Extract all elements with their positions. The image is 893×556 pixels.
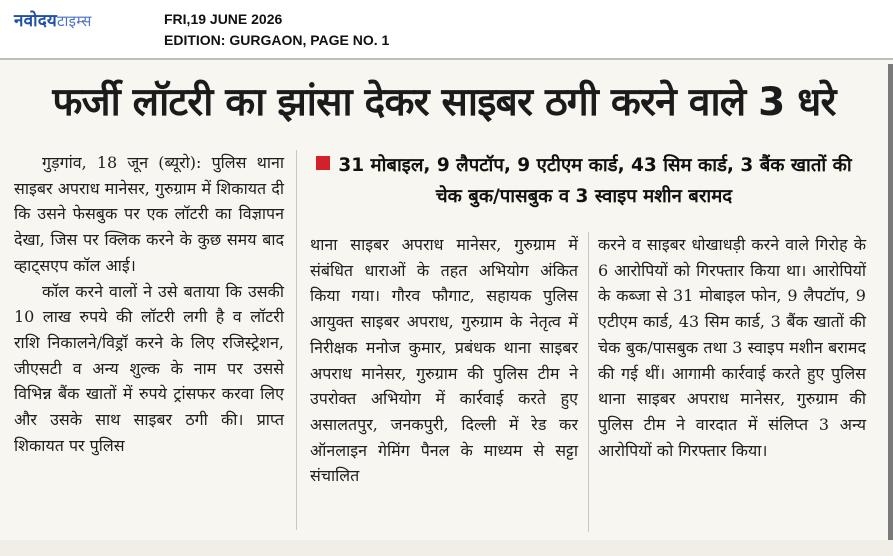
edition-info	[164, 9, 389, 51]
page-edge	[888, 64, 893, 556]
article-headline: फर्जी लॉटरी का झांसा देकर साइबर ठगी करने वाले 3 धरे	[52, 80, 836, 125]
article-column-2	[310, 232, 578, 489]
publication-logo	[14, 8, 92, 31]
paragraph: कॉल करने वालों ने उसे बताया कि उसकी 10 लाख रुपये की लॉटरी लगी है व लॉटरी राशि निकालने/विड्रॉ करने के लिए रजिस्ट्रेशन, जीएसटी व अन्य शुल्क के नाम पर उससे विभिन्न बैंक खातों में रुपये ट्रांसफर करवा लिए और उसके साथ साइबर ठगी की। प्राप्त शिकायत पर पुलिस	[14, 281, 284, 455]
paragraph: करने व साइबर धोखाधड़ी करने वाले गिरोह के 6 आरोपियों को गिरफ्तार किया था। आरोपियों के कब्जा से 31 मोबाइल फोन, 9 लैपटॉप, 9 एटीएम कार्ड, 43 सिम कार्ड, 3 बैंक खातों की चेक बुक/पासबुक तथा 3 स्वाइप मशीन बरामद की गई थीं। आगामी कार्रवाई करते हुए पुलिस थाना साइबर अपराध मानेसर, गुरुग्राम की पुलिस टीम ने वारदात में संलिप्त 3 अन्य आरोपियों को गिरफ्तार किया।	[598, 235, 866, 460]
article-column-1	[14, 150, 284, 458]
publication-name-sub: टाइम्स	[56, 12, 92, 30]
publication-name: नवोदय	[14, 11, 57, 31]
page-bottom-strip	[0, 540, 893, 556]
article-column-3	[598, 232, 866, 463]
column-divider	[588, 232, 589, 532]
column-divider	[296, 150, 297, 530]
edition-page: EDITION: GURGAON, PAGE NO. 1	[164, 32, 390, 48]
bullet-square-icon	[316, 156, 330, 170]
paragraph: थाना साइबर अपराध मानेसर, गुरुग्राम में संबंधित धाराओं के तहत अभियोग अंकित किया गया। गौरव फौगाट, सहायक पुलिस आयुक्त साइबर अपराध, गुरुग्राम के नेतृत्व में निरीक्षक मनोज कुमार, प्रबंधक थाना साइबर अपराध मानेसर, गुरुग्राम की पुलिस टीम ने उपरोक्त अभियोग में कार्रवाई करते हुए असालतपुर, जनकपुरी, दिल्ली में रेड कर ऑनलाइन गेमिंग पैनल के माध्यम से सट्टा संचालित	[310, 235, 578, 486]
epaper-header	[0, 0, 893, 56]
article-subheadline	[310, 150, 858, 212]
paragraph: गुड़गांव, 18 जून (ब्यूरो): पुलिस थाना साइबर अपराध मानेसर, गुरुग्राम में शिकायत दी कि उसने फेसबुक पर एक लॉटरी का विज्ञापन देखा, जिस पर क्लिक करने के कुछ समय बाद व्हाट्सएप कॉल आई।	[14, 153, 284, 275]
subheadline-text: 31 मोबाइल, 9 लैपटॉप, 9 एटीएम कार्ड, 43 सिम कार्ड, 3 बैंक खातों की चेक बुक/पासबुक व 3 स्वाइप मशीन बरामद	[338, 155, 852, 207]
issue-date: FRI,19 JUNE 2026	[164, 11, 283, 27]
